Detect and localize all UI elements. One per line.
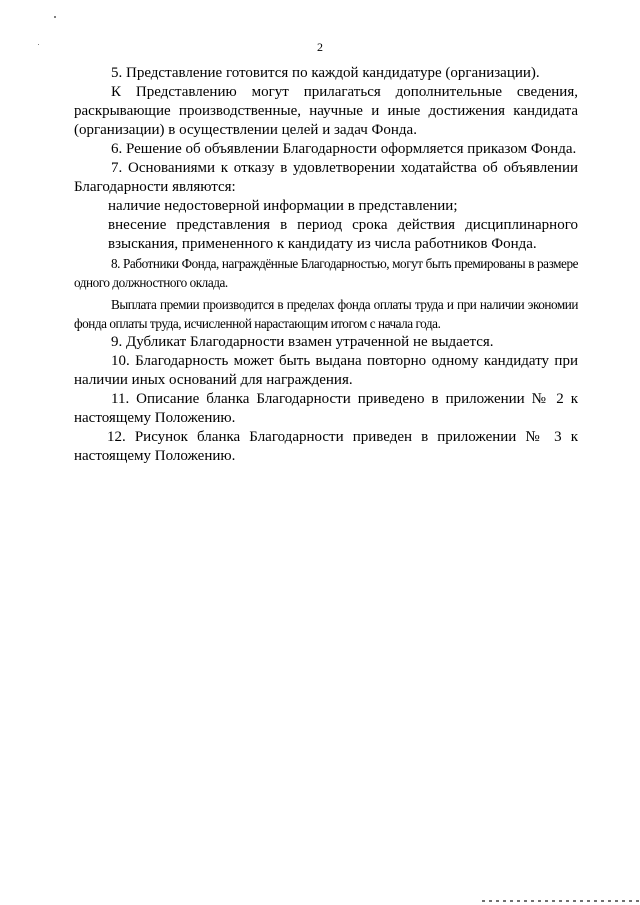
paragraph-bonus: Выплата премии производится в пределах фонда оплаты труда и при наличии экономии фонда оплаты труда, исчисленной нарастающим итогом с начала года. (74, 297, 578, 331)
paragraph-6: 6. Решение об объявлении Благодарности оформляется приказом Фонда. (111, 141, 577, 157)
paragraph-8: 8. Работники Фонда, награждённые Благодарностью, могут быть премированы в размере одного должностного оклада. (74, 256, 578, 290)
paragraph-7: 7. Основаниями к отказу в удовлетворении ходатайства об объявлении Благодарности являются: (74, 160, 578, 195)
paragraph-12: 12. Рисунок бланка Благодарности приведен в приложении № 3 к настоящему Положению. (74, 429, 578, 464)
document-body (74, 64, 578, 466)
paragraph-7-item-2: внесение представления в период срока действия дисциплинарного взыскания, примененного к кандидату из числа работников Фонда. (108, 217, 578, 252)
scan-speck (54, 16, 56, 18)
scan-edge-mark (482, 900, 640, 902)
paragraph-attachments: К Представлению могут прилагаться дополнительные сведения, раскрывающие производственные, научные и иные достижения кандидата (организации) в осуществлении целей и задач Фонда. (74, 84, 578, 138)
paragraph-10: 10. Благодарность может быть выдана повторно одному кандидату при наличии иных оснований для награждения. (74, 353, 578, 388)
paragraph-5: 5. Представление готовится по каждой кандидатуре (организации). (111, 65, 540, 81)
page-number: 2 (317, 40, 323, 54)
paragraph-7-item-1: наличие недостоверной информации в представлении; (108, 198, 458, 214)
paragraph-11: 11. Описание бланка Благодарности приведено в приложении № 2 к настоящему Положению. (74, 391, 578, 426)
paragraph-9: 9. Дубликат Благодарности взамен утраченной не выдается. (111, 334, 494, 350)
